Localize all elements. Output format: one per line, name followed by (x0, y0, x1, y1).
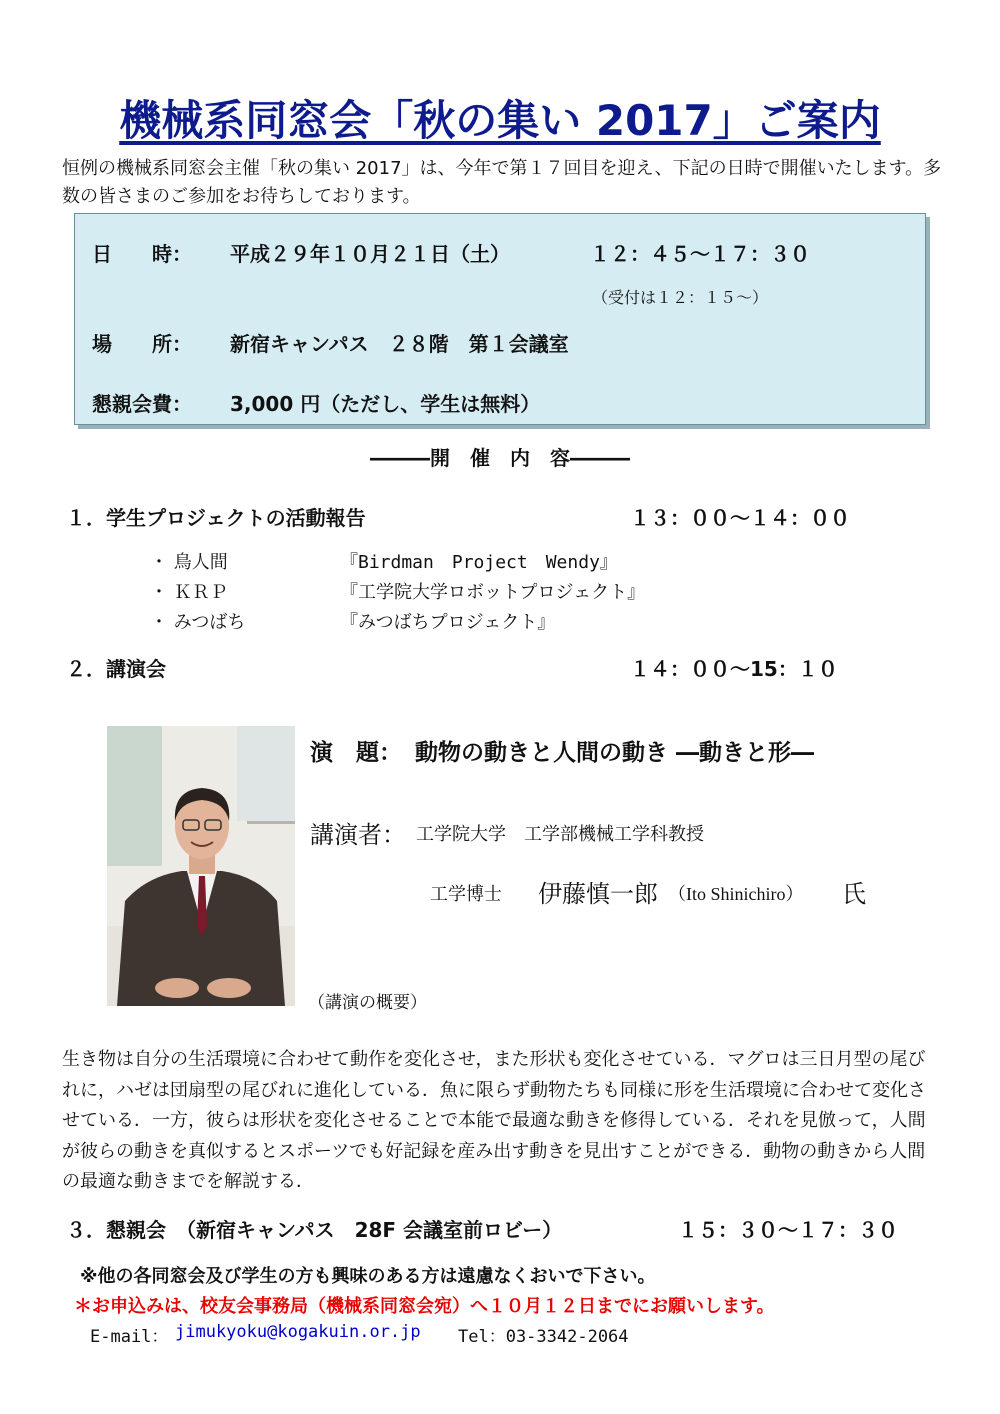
phone-number: Tel：03-3342-2064 (458, 1327, 629, 1347)
speaker-romaji: （Ito Shinichiro） (668, 884, 804, 904)
project-name: 『みつばちプロジェクト』 (340, 612, 556, 633)
email-label: E-mail： (90, 1327, 169, 1347)
place-label: 場 所： (92, 332, 192, 356)
section2-title: ２．講演会 (66, 657, 166, 681)
fee-value: 3,000 円（ただし、学生は無料） (230, 392, 541, 416)
speaker-degree: 工学博士 (430, 884, 502, 904)
section3-time: １５：３０～１７：３０ (678, 1218, 898, 1242)
speaker-label: 講演者： (310, 823, 406, 849)
lecture-summary: 生き物は自分の生活環境に合わせて動作を変化させ，また形状も変化させている．マグロは三日月型の尾びれに，ハゼは団扇型の尾びれに進化している．魚に限らず動物たちも同様に形を生活環境に合わせて変化させている．一方，彼らは形状を変化させることで本能で最適な動きを修得している．それを見倣って，人間が彼らの動きを真似するとスポーツでも好記録を産み出す動きを見出すことができる．動物の動きから人間の最適な動きまでを解説する． (62, 1049, 926, 1191)
project-group: ・ 鳥人間 (150, 552, 228, 573)
application-notice: ＊お申込みは、校友会事務局（機械系同窓会宛）へ１０月１２日までにお願いします。 (74, 1296, 775, 1317)
page-title: 機械系同窓会「秋の集い 2017」ご案内 (119, 96, 881, 145)
section1-title: １．学生プロジェクトの活動報告 (66, 506, 366, 530)
lecture-topic-label: 演 題： (310, 740, 402, 766)
lecture-topic: 動物の動きと人間の動き ―動きと形― (415, 740, 815, 766)
speaker-photo (107, 726, 295, 1006)
summary-label: （講演の概要） (308, 993, 427, 1012)
section3-title: ３．懇親会 （新宿キャンパス 28F 会議室前ロビー） (66, 1218, 563, 1242)
fee-label: 懇親会費： (92, 392, 192, 416)
date-value: 平成２９年１０月２１日（土） (230, 242, 510, 266)
date-label: 日 時： (92, 242, 192, 266)
program-heading: ―――開 催 内 容――― (370, 446, 630, 470)
speaker-affiliation: 工学院大学 工学部機械工学科教授 (416, 824, 704, 844)
project-name: 『Birdman Project Wendy』 (340, 552, 618, 573)
section2-time: １４：００～15：１０ (630, 657, 838, 681)
section1-time: １３：００～１４：００ (630, 506, 850, 530)
speaker-name: 伊藤慎一郎 (538, 882, 658, 908)
footer-note: ※他の各同窓会及び学生の方も興味のある方は遠慮なくおいで下さい。 (80, 1266, 656, 1287)
place-value: 新宿キャンパス ２８階 第１会議室 (230, 332, 569, 356)
intro-paragraph: 恒例の機械系同窓会主催「秋の集い 2017」は、今年で第１７回目を迎え、下記の日時で開催いたします。多数の皆さまのご参加をお待ちしております。 (62, 158, 942, 207)
project-group: ・ ＫＲＰ (150, 582, 228, 603)
project-name: 『工学院大学ロボットプロジェクト』 (340, 582, 646, 603)
speaker-honorific: 氏 (842, 882, 866, 908)
reception-time: （受付は１２：１５～） (592, 288, 769, 307)
project-group: ・ みつばち (150, 612, 246, 633)
time-value: １２：４５～１７：３０ (590, 242, 810, 266)
email-link[interactable]: jimukyoku@kogakuin.or.jp (175, 1322, 421, 1342)
